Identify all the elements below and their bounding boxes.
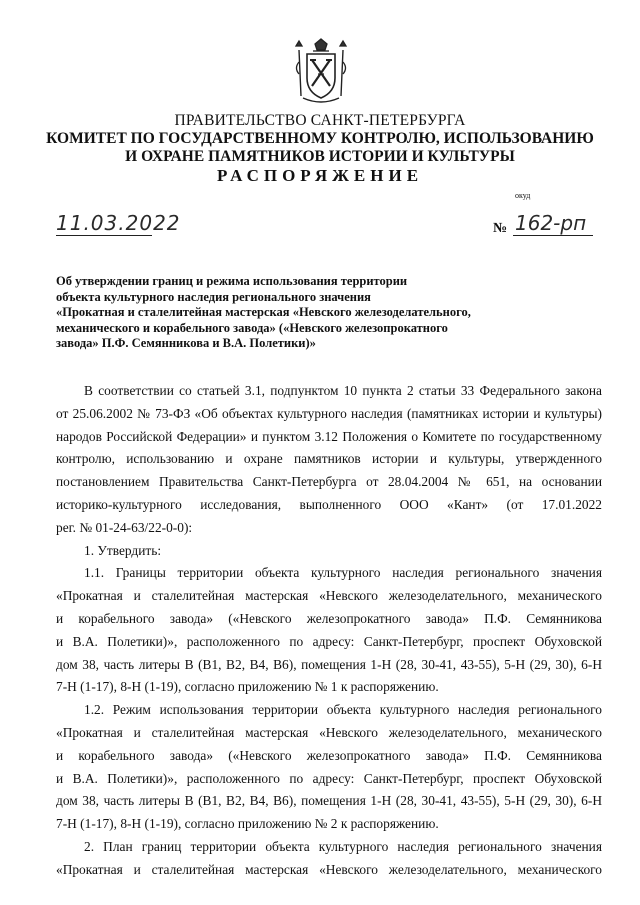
- body-line: контролю, использованию и охране памятников истории и культуры, утвержденного: [56, 451, 602, 467]
- document-type-title: РАСПОРЯЖЕНИЕ: [216, 166, 424, 185]
- body-line: и корабельного завода» («Невского железопрокатного завода» П.Ф. Семянникова: [56, 747, 602, 763]
- body-line: и корабельного завода» («Невского железопрокатного завода» П.Ф. Семянникова: [56, 610, 602, 626]
- body-line: «Прокатная и сталелитейная мастерская «Невского железоделательного, механического: [56, 588, 602, 604]
- body-line: от 25.06.2002 № 73-ФЗ «Об объектах культурного наследия (памятниках истории и культуры): [56, 405, 602, 421]
- body-line: 1.2. Режим использования территории объекта культурного наследия регионального: [84, 702, 602, 718]
- document-subject: [56, 274, 576, 352]
- body-line: 2. План границ территории объекта культурного наследия регионального значения: [84, 838, 602, 854]
- committee-name-line: КОМИТЕТ ПО ГОСУДАРСТВЕННОМУ КОНТРОЛЮ, ИСПОЛЬЗОВАНИЮ: [46, 130, 594, 147]
- okud-label: окуд: [515, 191, 531, 200]
- body-line: и В.А. Полетики)», расположенного по адресу: Санкт-Петербург, проспект Обуховской: [56, 633, 602, 649]
- body-line: В соответствии со статьей 3.1, подпунктом 10 пункта 2 статьи 33 Федерального закона: [84, 383, 602, 398]
- body-line: дом 38, часть литеры В (В1, В2, В4, В6), помещения 1-Н (28, 30-41, 43-55), 5-Н (29, 30), 6-Н: [56, 656, 602, 672]
- number-sign: №: [493, 221, 508, 236]
- document-body: [56, 380, 602, 882]
- committee-name-line: И ОХРАНЕ ПАМЯТНИКОВ ИСТОРИИ И КУЛЬТУРЫ: [125, 148, 515, 165]
- government-name: ПРАВИТЕЛЬСТВО САНКТ-ПЕТЕРБУРГА: [174, 112, 466, 129]
- body-line: 1. Утвердить:: [84, 542, 162, 558]
- committee-name: [0, 130, 640, 166]
- body-line: рег. № 01-24-63/22-0-0):: [56, 519, 193, 535]
- number-underline: [513, 235, 593, 236]
- body-line: дом 38, часть литеры В (В1, В2, В4, В6), помещения 1-Н (28, 30-41, 43-55), 5-Н (29, 30), 6-Н: [56, 793, 602, 809]
- subject-line: механического и корабельного завода» («Невского железопрокатного: [56, 320, 448, 335]
- subject-line: «Прокатная и сталелитейная мастерская «Невского железоделательного,: [56, 305, 471, 320]
- body-line: постановлением Правительства Санкт-Петербурга от 28.04.2004 № 651, на основании: [56, 474, 602, 490]
- body-line: народов Российской Федерации» и пунктом 3.12 Положения о Комитете по государственному: [56, 428, 602, 444]
- body-line: 7-Н (1-17), 8-Н (1-19), согласно приложению № 1 к распоряжению.: [56, 679, 439, 695]
- document-date: 11.03.2022: [56, 211, 181, 235]
- body-line: 1.1. Границы территории объекта культурного наследия регионального значения: [84, 565, 602, 581]
- subject-line: Об утверждении границ и режима использования территории: [56, 274, 408, 288]
- subject-line: объекта культурного наследия регионального значения: [56, 289, 371, 304]
- body-line: и В.А. Полетики)», расположенного по адресу: Санкт-Петербург, проспект Обуховской: [56, 770, 602, 786]
- subject-line: завода» П.Ф. Семянникова и В.А. Полетики)»: [56, 336, 316, 351]
- date-underline: [56, 235, 152, 236]
- body-line: историко-культурного исследования, выполненного ООО «Кант» (от 17.01.2022: [56, 496, 602, 512]
- document-number: 162-рп: [515, 211, 587, 235]
- body-line: 7-Н (1-17), 8-Н (1-19), согласно приложению № 2 к распоряжению.: [56, 816, 439, 832]
- body-line: «Прокатная и сталелитейная мастерская «Невского железоделательного, механического: [56, 861, 602, 877]
- coat-of-arms-icon: [293, 38, 349, 106]
- body-line: «Прокатная и сталелитейная мастерская «Невского железоделательного, механического: [56, 724, 602, 740]
